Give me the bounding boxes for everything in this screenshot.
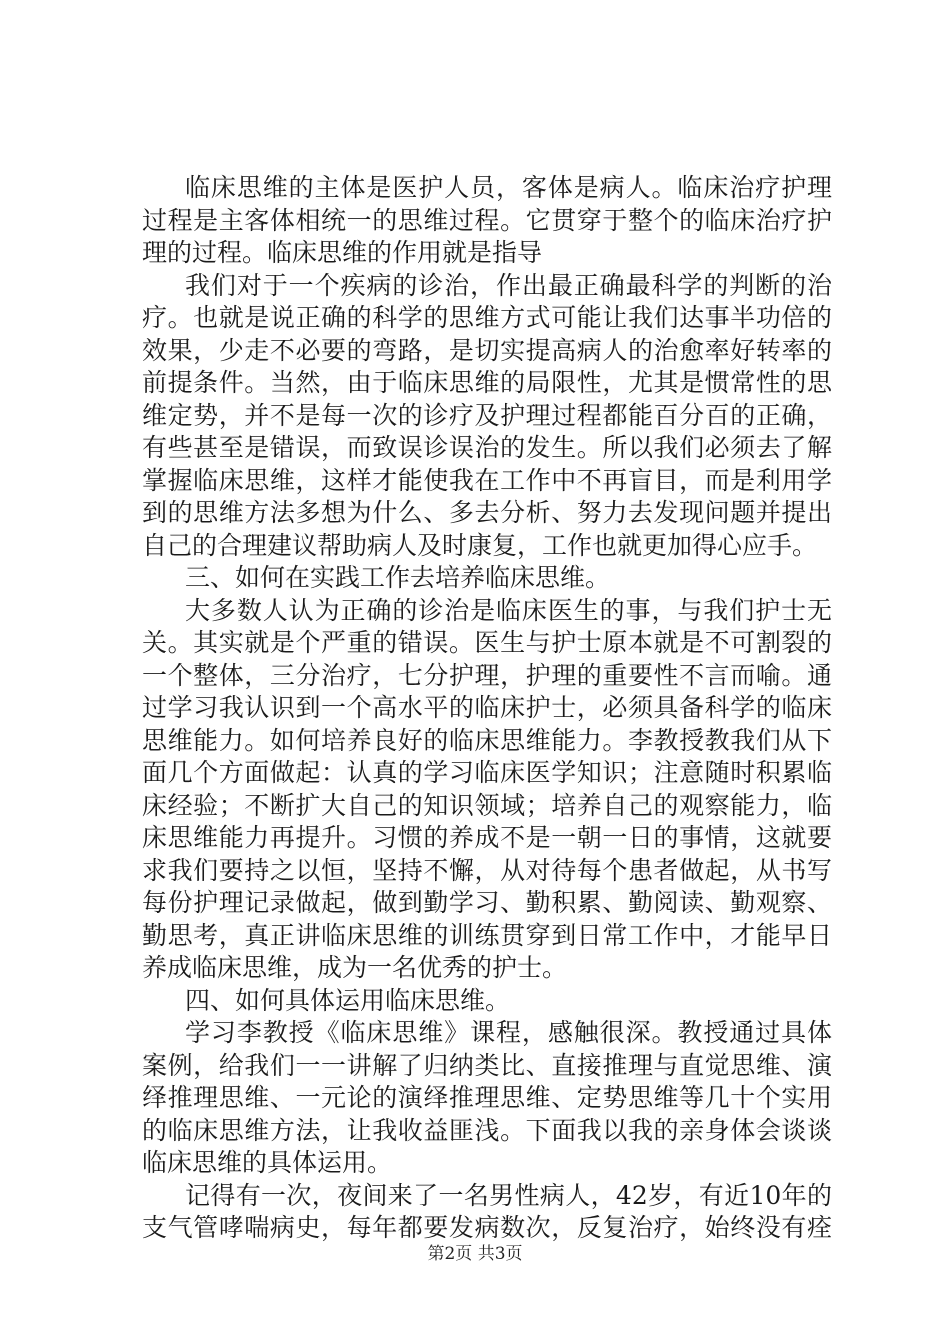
text-line: 大多数人认为正确的诊治是临床医生的事，与我们护士无	[185, 595, 832, 625]
text-line: 学习李教授《临床思维》课程，感触很深。教授通过具体	[185, 1018, 832, 1047]
text-line: 掌握临床思维，这样才能使我在工作中不再盲目，而是利用学	[142, 465, 832, 495]
text-line: 疗。也就是说正确的科学的思维方式可能让我们达事半功倍的	[142, 303, 832, 332]
text-line: 到的思维方法多想为什么、多去分析、努力去发现问题并提出	[142, 498, 832, 527]
text-line: 求我们要持之以恒，坚持不懈，从对待每个患者做起，从书写	[142, 855, 832, 885]
text-line: 我们对于一个疾病的诊治，作出最正确最科学的判断的治	[185, 270, 832, 300]
text-line: 维定势，并不是每一次的诊疗及护理过程都能百分百的正确，	[142, 400, 832, 430]
text-line: 案例，给我们一一讲解了归纳类比、直接推理与直觉思维、演	[142, 1050, 832, 1080]
text-line: 勤思考，真正讲临床思维的训练贯穿到日常工作中，才能早日	[142, 920, 832, 950]
text-line: 理的过程。临床思维的作用就是指导	[142, 238, 543, 267]
text-line: 三、如何在实践工作去培养临床思维。	[185, 563, 611, 592]
text-line: 思维能力。如何培养良好的临床思维能力。李教授教我们从下	[142, 725, 832, 755]
text-line: 自己的合理建议帮助病人及时康复，工作也就更加得心应手。	[142, 530, 818, 560]
text-line: 临床思维的主体是医护人员，客体是病人。临床治疗护理	[185, 173, 832, 202]
text-line: 记得有一次，夜间来了一名男性病人，42岁，有近10年的	[185, 1180, 832, 1210]
text-line: 面几个方面做起：认真的学习临床医学知识；注意随时积累临	[142, 758, 832, 787]
text-line: 四、如何具体运用临床思维。	[185, 985, 511, 1015]
body-text	[142, 172, 832, 1245]
text-line: 一个整体，三分治疗，七分护理，护理的重要性不言而喻。通	[142, 660, 832, 690]
page-footer: 第2页 共3页	[427, 1244, 523, 1264]
text-line: 绎推理思维、一元论的演绎推理思维、定势思维等几十个实用	[142, 1083, 832, 1112]
text-line: 关。其实就是个严重的错误。医生与护士原本就是不可割裂的	[142, 628, 832, 657]
text-line: 效果，少走不必要的弯路，是切实提高病人的治愈率好转率的	[142, 335, 832, 365]
text-line: 每份护理记录做起，做到勤学习、勤积累、勤阅读、勤观察、	[142, 888, 832, 917]
text-line: 的临床思维方法，让我收益匪浅。下面我以我的亲身体会谈谈	[142, 1115, 832, 1145]
text-line: 临床思维的具体运用。	[142, 1148, 393, 1177]
text-line: 有些甚至是错误，而致误诊误治的发生。所以我们必须去了解	[142, 433, 832, 462]
text-line: 前提条件。当然，由于临床思维的局限性，尤其是惯常性的思	[142, 368, 832, 397]
text-line: 床思维能力再提升。习惯的养成不是一朝一日的事情，这就要	[142, 823, 832, 852]
text-line: 支气管哮喘病史，每年都要发病数次，反复治疗，始终没有痊	[142, 1213, 832, 1242]
text-line: 床经验；不断扩大自己的知识领域；培养自己的观察能力，临	[142, 790, 832, 820]
text-line: 过学习我认识到一个高水平的临床护士，必须具备科学的临床	[142, 693, 832, 722]
text-line: 过程是主客体相统一的思维过程。它贯穿于整个的临床治疗护	[142, 205, 832, 235]
text-line: 养成临床思维，成为一名优秀的护士。	[142, 953, 568, 982]
